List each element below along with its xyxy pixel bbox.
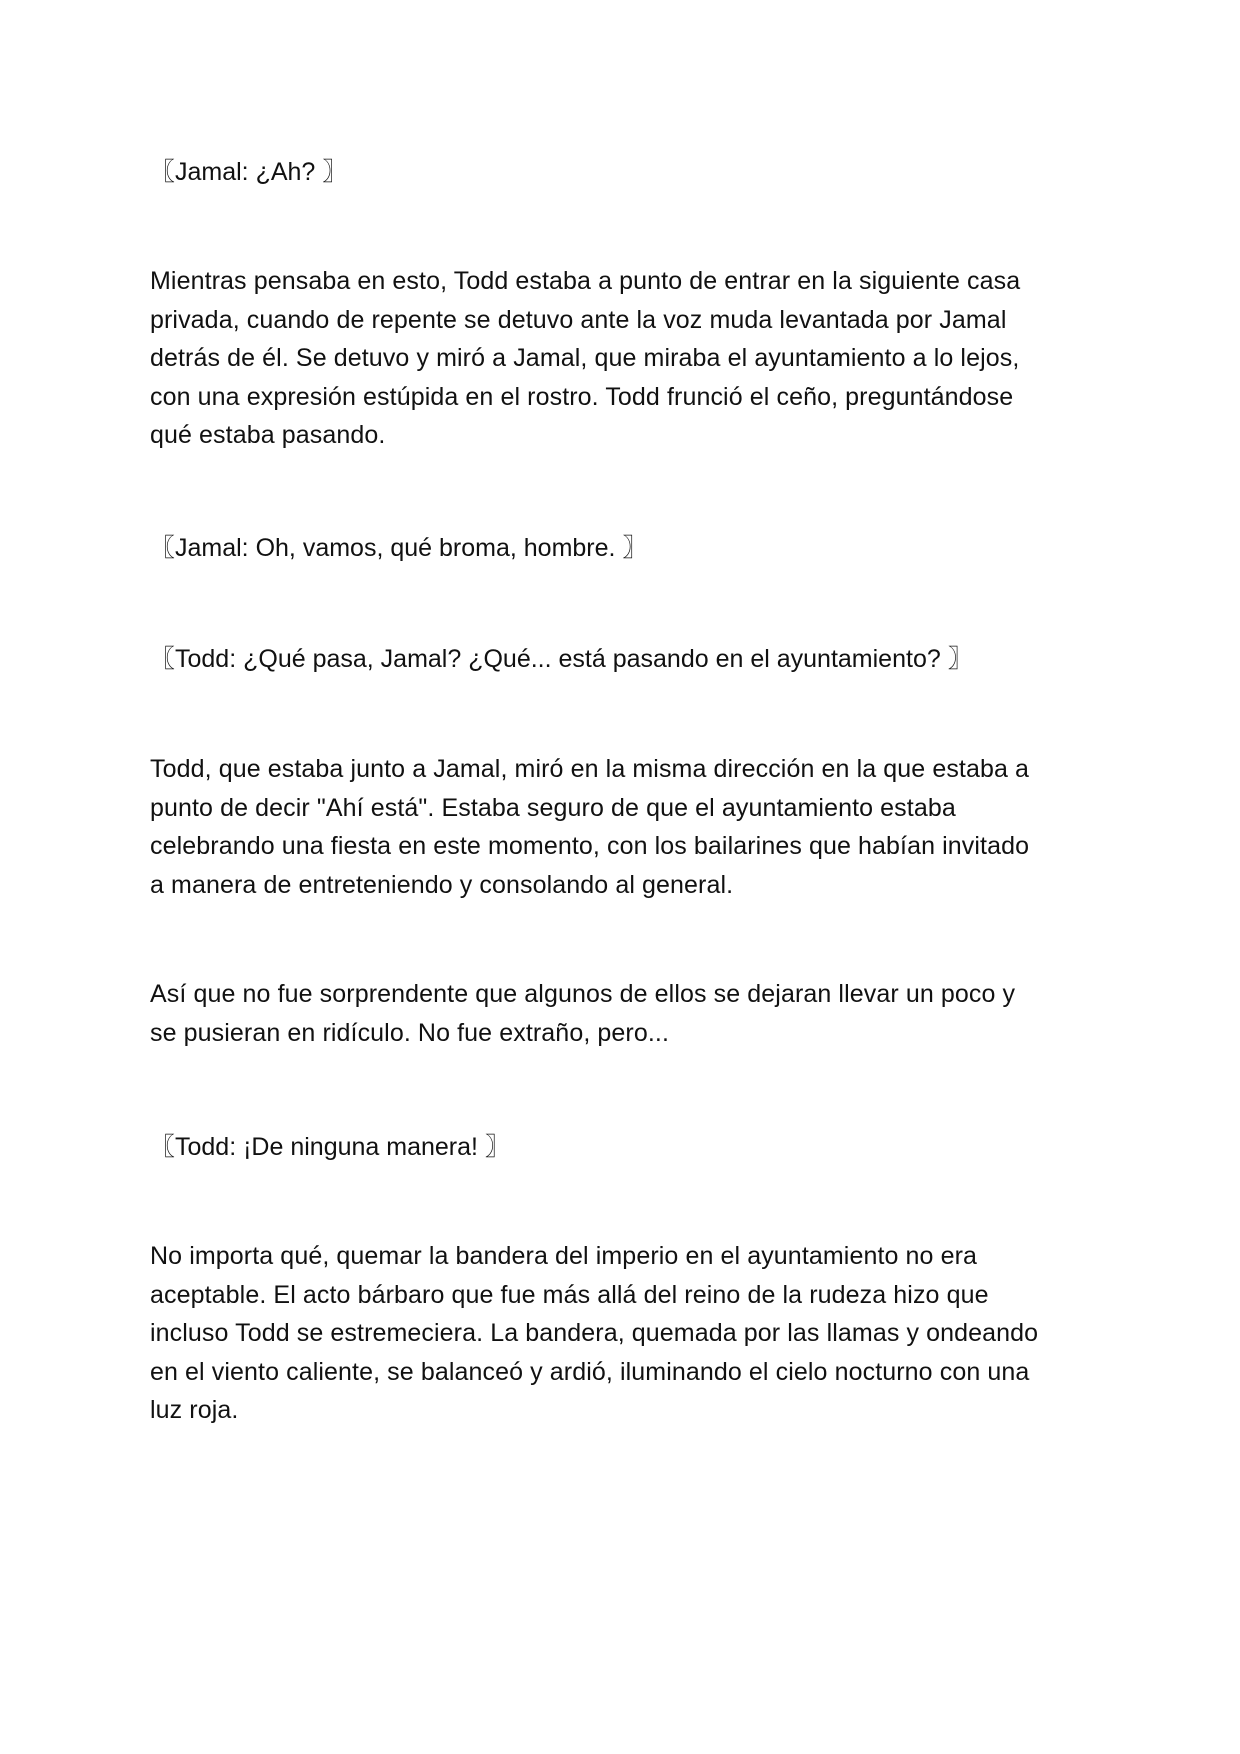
paragraph <box>150 975 1100 1052</box>
paragraph-line: con una expresión estúpida en el rostro. Todd frunció el ceño, preguntándose <box>150 382 1014 411</box>
paragraph-line: No importa qué, quemar la bandera del imperio en el ayuntamiento no era <box>150 1242 978 1270</box>
paragraph-line: Así que no fue sorprendente que algunos de ellos se dejaran llevar un poco y <box>150 980 1016 1008</box>
paragraph-line: qué estaba pasando. <box>150 421 386 449</box>
paragraph-line: se pusieran en ridículo. No fue extraño, pero... <box>150 1018 669 1047</box>
dialogue-line: 〖Jamal: ¿Ah? 〗 <box>150 158 348 186</box>
paragraph-line: privada, cuando de repente se detuvo ante la voz muda levantada por Jamal <box>150 305 1007 334</box>
dialogue-line: 〖Jamal: Oh, vamos, qué broma, hombre. 〗 <box>150 534 648 562</box>
paragraph <box>150 262 1100 455</box>
paragraph-line: luz roja. <box>150 1396 239 1424</box>
paragraph-line: celebrando una fiesta en este momento, con los bailarines que habían invitado <box>150 832 1030 860</box>
paragraph-line: a manera de entreteniendo y consolando al general. <box>150 870 734 899</box>
paragraph-line: en el viento caliente, se balanceó y ardió, iluminando el cielo nocturno con una <box>150 1357 1030 1386</box>
paragraph-line: Todd, que estaba junto a Jamal, miró en la misma dirección en la que estaba a <box>150 755 1030 783</box>
paragraph <box>150 750 1100 904</box>
dialogue-line: 〖Todd: ¡De ninguna manera! 〗 <box>150 1133 510 1161</box>
paragraph-line: aceptable. El acto bárbaro que fue más allá del reino de la rudeza hizo que <box>150 1280 989 1309</box>
paragraph-line: incluso Todd se estremeciera. La bandera, quemada por las llamas y ondeando <box>150 1319 1039 1347</box>
paragraph-line: Mientras pensaba en esto, Todd estaba a punto de entrar en la siguiente casa <box>150 267 1021 295</box>
dialogue-line: 〖Todd: ¿Qué pasa, Jamal? ¿Qué... está pasando en el ayuntamiento? 〗 <box>150 645 973 673</box>
paragraph <box>150 1237 1100 1430</box>
paragraph-line: punto de decir "Ahí está". Estaba seguro de que el ayuntamiento estaba <box>150 793 956 822</box>
paragraph-line: detrás de él. Se detuvo y miró a Jamal, que miraba el ayuntamiento a lo lejos, <box>150 344 1020 372</box>
